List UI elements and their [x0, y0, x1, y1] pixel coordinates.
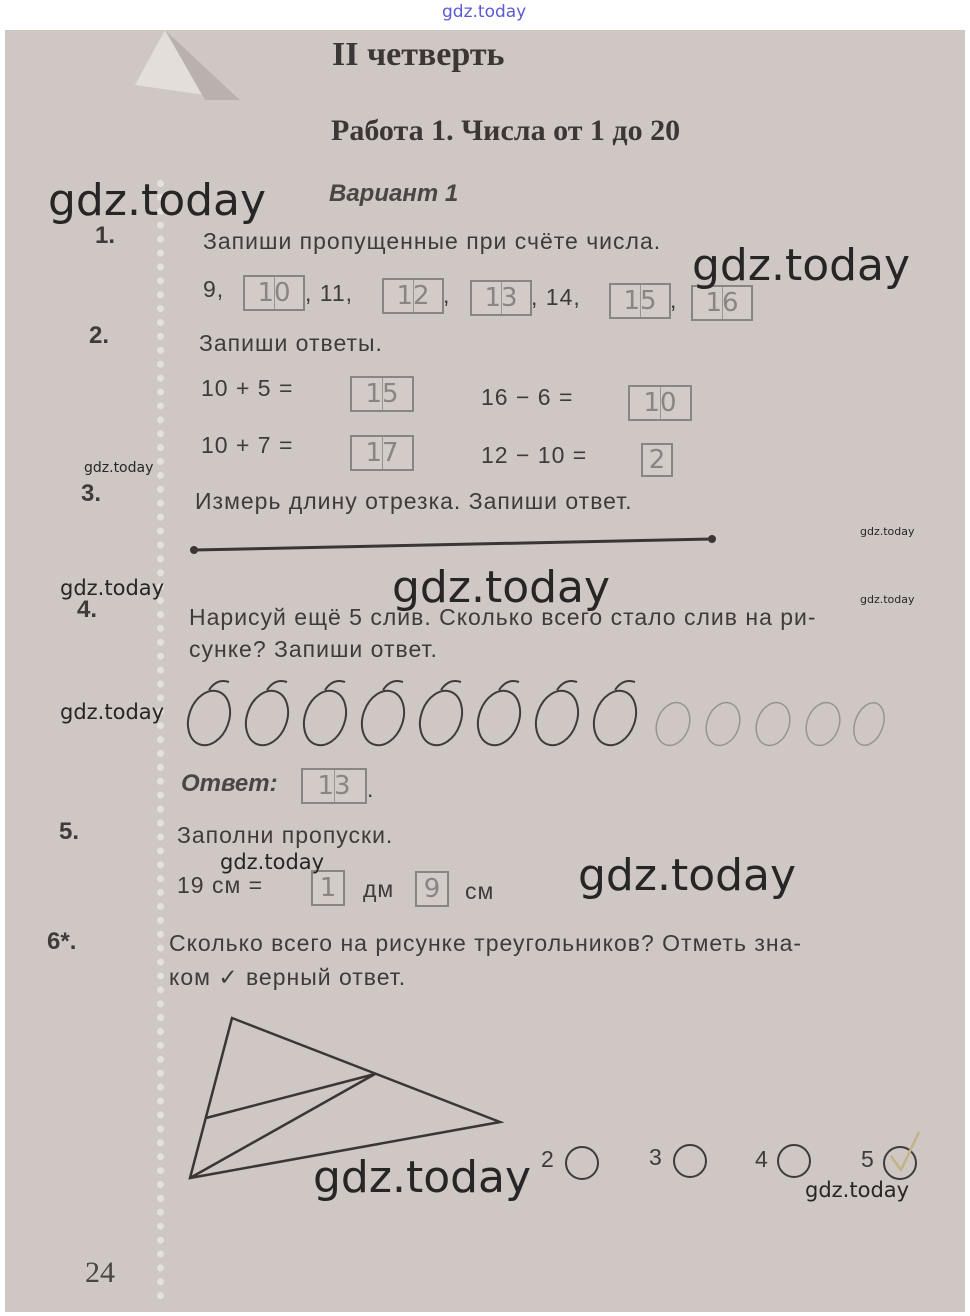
task1-prompt: Запиши пропущенные при счёте числа.	[203, 228, 662, 254]
task4-answer-box[interactable]: 13	[301, 768, 367, 804]
option-circle-4[interactable]	[777, 1144, 811, 1178]
watermark: gdz.today	[860, 593, 915, 606]
watermark: gdz.today	[313, 1152, 532, 1203]
task4-number: 4.	[77, 596, 98, 623]
option-label-2: 2	[541, 1146, 555, 1172]
watermark: gdz.today	[692, 240, 911, 291]
work-title: Работа 1. Числа от 1 до 20	[331, 114, 681, 147]
option-label-3: 3	[649, 1144, 663, 1170]
task2-expr-2: 16 − 6 =	[481, 384, 574, 410]
task3-number: 3.	[81, 480, 102, 507]
page-number: 24	[85, 1256, 115, 1289]
option-label-4: 4	[755, 1146, 769, 1172]
task2-answer-box-3[interactable]: 17	[350, 435, 414, 471]
task4-answer-dot: .	[367, 776, 375, 802]
task5-unit-cm: см	[465, 878, 495, 904]
task5-prompt: Заполни пропуски.	[177, 822, 394, 848]
task4-prompt-line1: Нарисуй ещё 5 слив. Сколько всего стало слив на ри-	[189, 604, 817, 630]
watermark: gdz.today	[392, 562, 611, 613]
option-circle-3[interactable]	[673, 1144, 707, 1178]
task1-seq-4: ,	[670, 287, 678, 313]
watermark-top: gdz.today	[442, 2, 527, 22]
task2-expr-3: 10 + 7 =	[201, 432, 294, 458]
task1-seq-0: 9,	[203, 276, 225, 302]
watermark: gdz.today	[805, 1178, 910, 1202]
watermark: gdz.today	[60, 700, 165, 724]
task6-prompt-line1: Сколько всего на рисунке треугольников? Отметь зна-	[169, 930, 803, 956]
plums-drawing	[181, 680, 901, 760]
task2-answer-box-2[interactable]: 10	[628, 385, 692, 421]
task5-cm-box[interactable]: 9	[415, 871, 449, 907]
task2-answer-box-4[interactable]: 2	[641, 443, 673, 477]
task2-expr-4: 12 − 10 =	[481, 442, 588, 468]
quarter-title: II четверть	[332, 36, 505, 73]
folded-corner-shape	[135, 30, 245, 110]
task1-number: 1.	[95, 222, 116, 249]
task2-number: 2.	[89, 322, 110, 349]
task5-dm-box[interactable]: 1	[311, 870, 345, 906]
task1-answer-box-1[interactable]: 10	[243, 275, 305, 311]
task5-unit-dm: дм	[363, 876, 395, 902]
task5-number: 5.	[59, 818, 80, 845]
task5-left-expr: 19 см =	[177, 872, 264, 898]
option-circle-2[interactable]	[565, 1146, 599, 1180]
task6-number: 6*.	[47, 928, 77, 955]
task2-prompt: Запиши ответы.	[199, 330, 383, 356]
check-mark-icon	[885, 1128, 925, 1178]
task4-prompt-line2: сунке? Запиши ответ.	[189, 636, 438, 662]
task2-expr-1: 10 + 5 =	[201, 375, 294, 401]
watermark: gdz.today	[220, 850, 325, 874]
task1-answer-box-5[interactable]: 16	[691, 285, 753, 321]
task2-answer-box-1[interactable]: 15	[350, 376, 414, 412]
task1-answer-box-2[interactable]: 12	[382, 278, 444, 314]
watermark: gdz.today	[60, 576, 165, 600]
margin-dotted-line	[157, 180, 164, 1300]
watermark: gdz.today	[578, 850, 797, 901]
watermark: gdz.today	[84, 460, 154, 476]
measure-segment	[185, 530, 725, 560]
watermark: gdz.today	[860, 525, 915, 538]
task1-answer-box-4[interactable]: 15	[609, 283, 671, 319]
watermark: gdz.today	[48, 175, 267, 226]
task4-answer-label: Ответ:	[181, 770, 278, 797]
variant-label: Вариант 1	[329, 180, 459, 207]
task1-seq-1: , 11,	[305, 280, 354, 306]
task1-seq-3: , 14,	[531, 284, 581, 310]
task3-prompt: Измерь длину отрезка. Запиши ответ.	[195, 488, 633, 514]
task1-answer-box-3[interactable]: 13	[470, 280, 532, 316]
task6-prompt-line2: ком ✓ верный ответ.	[169, 964, 407, 990]
option-label-5: 5	[861, 1146, 875, 1172]
task1-seq-2: ,	[443, 282, 451, 308]
